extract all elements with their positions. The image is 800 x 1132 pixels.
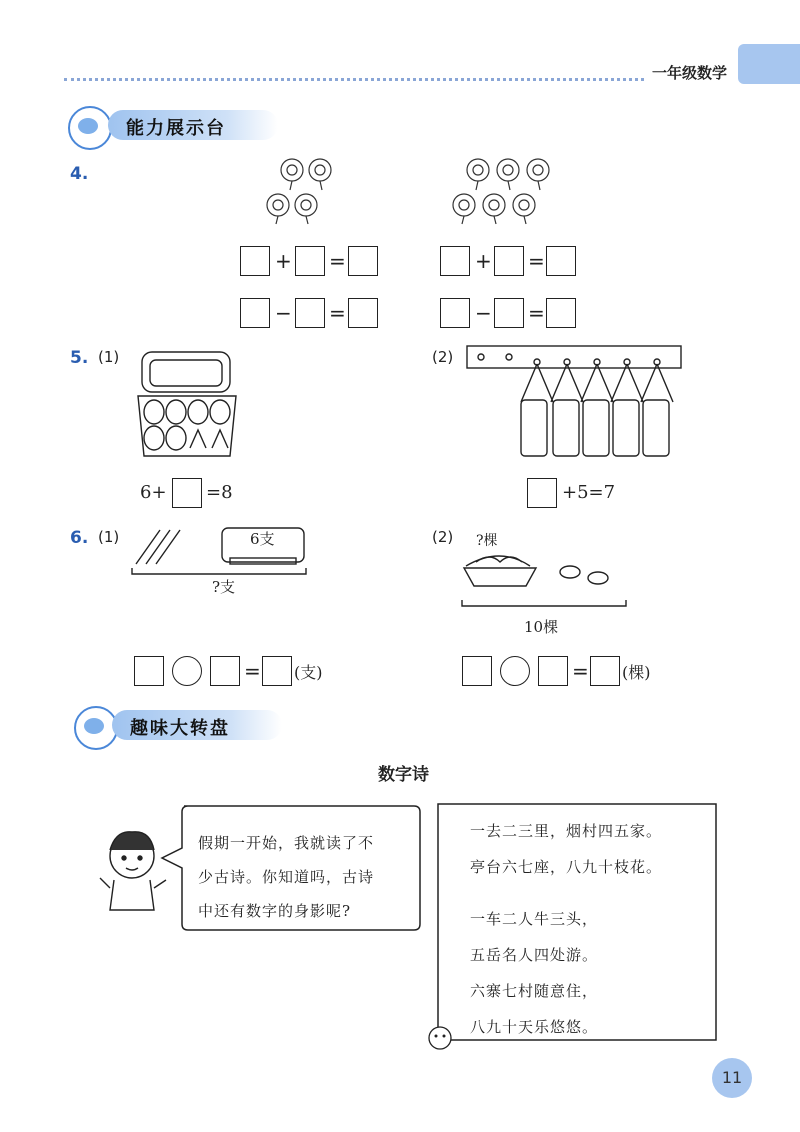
answer-box[interactable] [348, 298, 378, 328]
question-number-5: 5. [70, 348, 89, 368]
question-number-4: 4. [70, 164, 89, 184]
pencil-case-label: 6支 [250, 530, 275, 548]
equals-sign: = [528, 249, 545, 273]
speech-line: 假期一开始，我就读了不 [198, 834, 375, 852]
page-tab [738, 44, 800, 84]
answer-box[interactable] [240, 298, 270, 328]
answer-box[interactable] [462, 656, 492, 686]
plus-sign: + [275, 249, 292, 273]
poem-title: 数字诗 [378, 765, 429, 785]
section-title-fun: 趣味大转盘 [130, 718, 230, 739]
grade-label: 一年级数学 [652, 64, 728, 82]
answer-box[interactable] [494, 298, 524, 328]
egg-carton-illustration [132, 348, 242, 463]
poem-line: 五岳名人四处游。 [470, 946, 599, 964]
equals-sign: = [528, 301, 545, 325]
unit-label: (棵) [622, 663, 651, 682]
answer-box[interactable] [240, 246, 270, 276]
answer-box[interactable] [262, 656, 292, 686]
answer-box[interactable] [295, 246, 325, 276]
total-label: 10棵 [524, 618, 559, 636]
question-label: ?棵 [476, 533, 498, 549]
poem-line: 一车二人牛三头， [470, 910, 599, 928]
minus-sign: − [475, 301, 492, 325]
part-label: (1) [98, 528, 120, 546]
poem-line: 一去二三里，烟村四五家。 [470, 822, 663, 840]
answer-box[interactable] [546, 298, 576, 328]
vegetable-basket-illustration [460, 548, 630, 614]
answer-box[interactable] [440, 246, 470, 276]
page-number: 11 [712, 1058, 752, 1098]
operator-circle[interactable] [500, 656, 530, 686]
speech-line: 少古诗。你知道吗，古诗 [198, 868, 375, 886]
answer-box[interactable] [527, 478, 557, 508]
poem-line: 六寨七村随意住， [470, 982, 599, 1000]
question-number-6: 6. [70, 528, 89, 548]
minus-sign: − [275, 301, 292, 325]
part-label: (2) [432, 348, 454, 366]
question-label: ?支 [212, 578, 236, 596]
answer-box[interactable] [172, 478, 202, 508]
equals-sign: = [572, 659, 589, 683]
poem-line: 八九十天乐悠悠。 [470, 1018, 599, 1036]
equation-text: +5=7 [562, 482, 616, 503]
answer-box[interactable] [546, 246, 576, 276]
header-dotted-rule [64, 78, 644, 81]
hanging-bottles-illustration [465, 342, 685, 464]
answer-box[interactable] [348, 246, 378, 276]
decoration-icon [424, 1022, 460, 1052]
flowers-illustration-right [440, 150, 570, 230]
answer-box[interactable] [494, 246, 524, 276]
answer-box[interactable] [134, 656, 164, 686]
speech-line: 中还有数字的身影呢? [198, 902, 352, 920]
operator-circle[interactable] [172, 656, 202, 686]
unit-label: (支) [294, 663, 323, 682]
part-label: (2) [432, 528, 454, 546]
answer-box[interactable] [295, 298, 325, 328]
answer-box[interactable] [590, 656, 620, 686]
section-title-ability: 能力展示台 [126, 118, 226, 139]
part-label: (1) [98, 348, 120, 366]
answer-box[interactable] [538, 656, 568, 686]
answer-box[interactable] [440, 298, 470, 328]
equals-sign: = [329, 301, 346, 325]
equals-sign: = [244, 659, 261, 683]
equation-text: 6+ [140, 482, 167, 503]
equation-text: =8 [206, 482, 233, 503]
plus-sign: + [475, 249, 492, 273]
poem-line: 亭台六七座，八九十枝花。 [470, 858, 663, 876]
answer-box[interactable] [210, 656, 240, 686]
flowers-illustration-left [250, 150, 360, 230]
equals-sign: = [329, 249, 346, 273]
mascot-icon [68, 106, 112, 150]
